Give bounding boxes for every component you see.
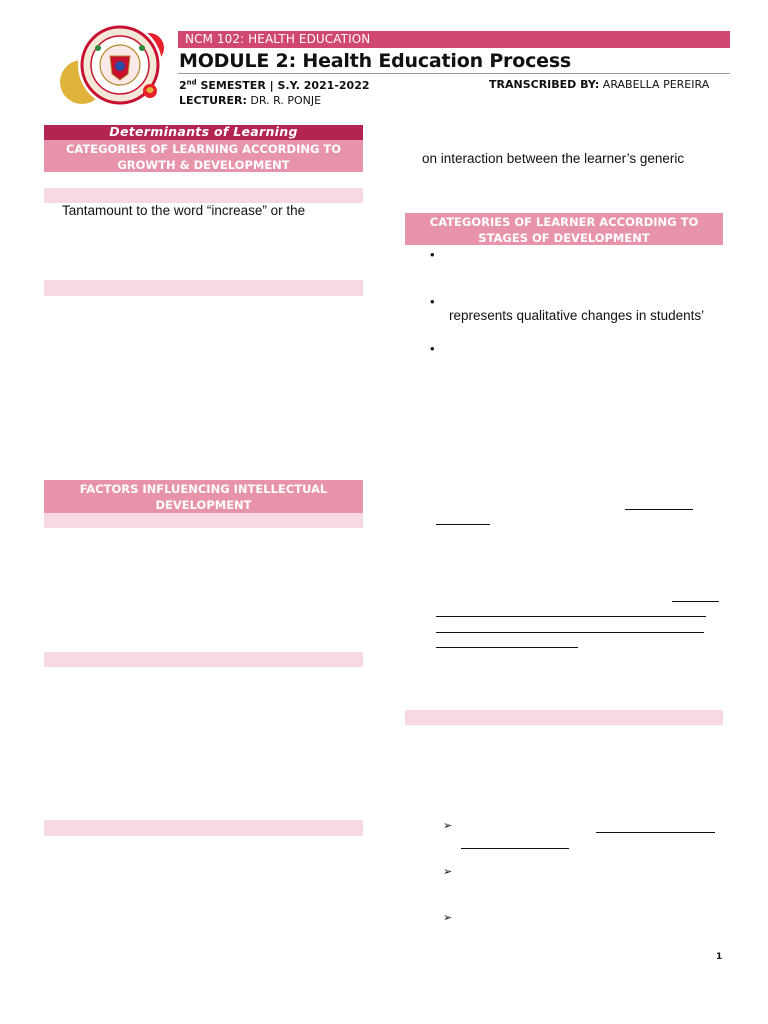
semester-line xyxy=(179,78,370,92)
underline-mark xyxy=(436,632,704,633)
lecturer-label: LECTURER: xyxy=(179,94,247,107)
bullet-point: • xyxy=(430,247,435,262)
transcriber-line xyxy=(489,78,709,91)
transcribed-label: TRANSCRIBED BY: xyxy=(489,78,600,91)
transcriber-name: ARABELLA PEREIRA xyxy=(599,78,710,91)
underline-mark xyxy=(596,832,715,833)
bullet-point: • xyxy=(430,294,435,309)
module-title: MODULE 2: Health Education Process xyxy=(179,50,572,72)
semester-text: SEMESTER | S.Y. 2021-2022 xyxy=(196,78,370,92)
lecturer-line xyxy=(179,94,321,107)
semester-suffix: nd xyxy=(186,78,197,86)
section-title-bar: Determinants of Learning xyxy=(44,125,363,140)
underline-mark xyxy=(436,616,706,617)
subheading-bar xyxy=(44,513,363,528)
bullet-point: • xyxy=(430,341,435,356)
underline-mark xyxy=(461,848,569,849)
underline-mark xyxy=(672,601,719,602)
subheading-bar xyxy=(44,280,363,296)
learner-categories-heading: CATEGORIES OF LEARNER ACCORDING TO STAGES OF DEVELOPMENT xyxy=(405,213,723,245)
underline-mark xyxy=(436,524,490,525)
increase-text: Tantamount to the word “increase” or the xyxy=(62,203,306,218)
arrow-bullet-icon: ➢ xyxy=(443,865,453,878)
semester-number: 2 xyxy=(179,78,187,92)
subheading-bar xyxy=(405,710,723,725)
subheading-bar xyxy=(44,820,363,836)
factors-heading: FACTORS INFLUENCING INTELLECTUAL DEVELOPMENT xyxy=(44,480,363,513)
arrow-bullet-icon: ➢ xyxy=(443,819,453,832)
subheading-bar xyxy=(44,188,363,203)
page-number: 1 xyxy=(716,952,723,962)
subheading-bar xyxy=(44,652,363,667)
interaction-text: on interaction between the learner’s generic xyxy=(422,151,685,166)
underline-mark xyxy=(436,647,578,648)
underline-mark xyxy=(625,509,693,510)
qualitative-text: represents qualitative changes in students’ xyxy=(449,308,705,323)
title-divider xyxy=(178,73,730,74)
course-banner: NCM 102: HEALTH EDUCATION xyxy=(178,31,730,48)
college-seal-logo xyxy=(58,18,170,108)
lecturer-name: DR. R. PONJE xyxy=(246,94,322,107)
arrow-bullet-icon: ➢ xyxy=(443,911,453,924)
categories-learning-heading: CATEGORIES OF LEARNING ACCORDING TO GROWTH & DEVELOPMENT xyxy=(44,140,363,172)
